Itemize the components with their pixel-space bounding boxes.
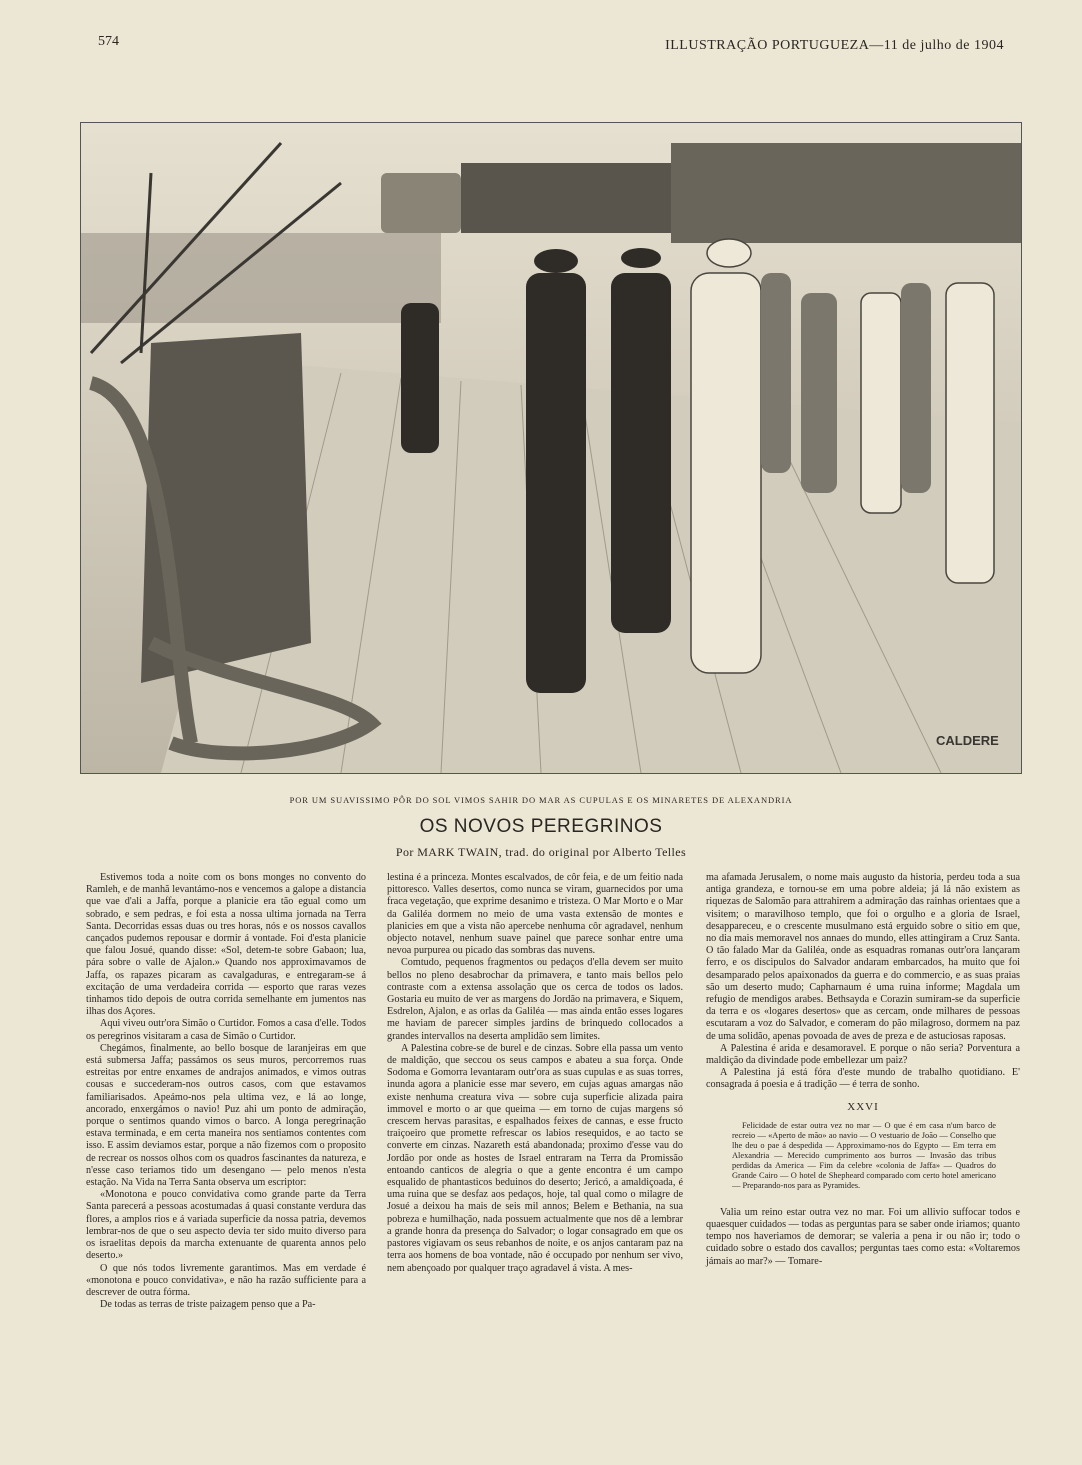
paragraph: Valia um reino estar outra vez no mar. Foi um allivio suffocar todos e quaesquer cuidados — todas as perguntas para se saber onde iriamos; quanto tempo nos haveriamos de demorar; se valeria a pena ir ou não ir; todo o cuidado sobre o estado dos cavallos; perguntas taes como esta: «Voltaremos jámais ao mar?» — Tomare- xyxy=(706,1206,1020,1267)
article-column-1 xyxy=(86,872,366,1311)
article-column-2 xyxy=(387,872,683,1275)
paragraph: Aqui viveu outr'ora Simão o Curtidor. Fomos a casa d'elle. Todos os peregrinos visitaram a casa de Simão o Curtidor. xyxy=(86,1018,366,1042)
paragraph: Comtudo, pequenos fragmentos ou pedaços d'ella devem ser muito bellos no pleno desabrochar da primavera, e tanto mais bellos pelo contraste com a extensa assolação que os cerca de todos os lados. Gostaria eu muito de ver as margens do Jordão na primavera, e Siquem, Esdrelon, Ajalon, e as orlas da Galiléa — mas ainda então esses logares me haviam de parecer simples jardins de brinquedo collocados a grandes intervallos na deserta amplidão sem limites. xyxy=(387,957,683,1042)
paragraph: Chegámos, finalmente, ao bello bosque de laranjeiras em que está submersa Jaffa; passámos os seus muros, percorremos ruas estreitas por entre enxames de andrajos animados, e vimos outras cousas e succederam-nos outros casos, com que estavamos familiarisados. Apeámo-nos pela ultima vez, e lá ao longe, ancorado, enxergámos o navio! Puz ahi um ponto de admiração, porque o sentimos quando vimos o barco. A longa peregrinação estava terminada, e em certa maneira nos sentiamos contentes com isso. E assim deviamos estar, porque a não fizemos com o proposito de recrear os nossos olhos com os quadros fascinantes da natureza, e n'esse caso teriamos tido um desengano — pelo menos n'esta estação. Na Vida na Terra Santa observa um escriptor: xyxy=(86,1042,366,1189)
paragraph: lestina é a princeza. Montes escalvados, de côr feia, e de um feitio nada pittoresco. Valles desertos, como nunca se viram, guarnecidos por uma fraca vegetação, que exprime desanimo e tristeza. O Mar Morto e o Mar da Galiléa dormem no meio de uma vasta extensão de montes e planicies em que a vista não apercebe nenhuma côr agradavel, nenhum objecto notavel, nenhum suave painel que parece sonhar entre uma nevoa purpurea ou picado das sombras das nuvens. xyxy=(387,872,683,957)
paragraph: ma afamada Jerusalem, o nome mais augusto da historia, perdeu toda a sua antiga grandeza, e tornou-se em uma pobre aldeia; já lá não existem as riquezas de Salomão para attrahirem a admiração das rainhas orientaes que a visitem; o maravilhoso templo, que foi o orgulho e a gloria de Israel, desappareceu, e o crescente musulmano está erguido sobre o sitio em que, no dia mais memoravel nos annaes do mundo, elles attingiram a Cruz Santa. O tão falado Mar da Galiléa, onde as esquadras romanas outr'ora lançaram ferro, e os discipulos do Salvador andaram embarcados, ha muito que foi desamparado pelos apaixonados da guerra e do commercio, e as suas praias são um deserto mudo; Capharnaum é uma ruina informe; Magdala um refugio de mendigos arabes. Bethsayda e Corazin sumiram-se da superficie da terra e os «logares desertos» que as cercam, onde milhares de pessoas escutaram a voz do Salvador, e comeram do pão milagroso, dormem na paz de uma solidão, apenas povoada de aves de preza e de astuciosas raposas. xyxy=(706,872,1020,1042)
illustration-caption: POR UM SUAVISSIMO PÔR DO SOL VIMOS SAHIR DO MAR AS CUPULAS E OS MINARETES DE ALEXANDRIA xyxy=(289,795,793,805)
summary-text: Felicidade de estar outra vez no mar — O que é em casa n'um barco de recreio — «Aperto de mão» ao navio — O vestuario de João — Conselho que lhe deu o pae á despedida — Approximamo-nos do Egypto — Em terra em Alexandria — Merecido cumprimento aos burros — Invasão das tribus perdidas da America — Fim da celebre «colonia de Jaffa» — Quadros do Grande Cairo — O hotel de Shepheard comparado com certo hotel americano — Preparando-nos para as Pyramides. xyxy=(732,1120,996,1190)
article-title: OS NOVOS PEREGRINOS xyxy=(419,816,663,837)
paragraph: A Palestina é arida e desamoravel. E porque o não seria? Porventura a maldição da divindade pode embellezar um paiz? xyxy=(706,1042,1020,1067)
ship-deck-drawing xyxy=(81,123,1021,773)
paragraph: Estivemos toda a noite com os bons monges no convento do Ramleh, e de manhã levantámo-nos e vencemos a galope a distancia que vae d'ali a Jaffa, porque a planicie era tão egual como um sobrado, e sem pedras, e foi esta a nossa ultima jornada na Terra Santa. Decorridas essas duas ou tres horas, nós e os nossos cavallos cançados pudemos repousar e dormir á vontade. Foi d'esta planicie que falou Josué, quando disse: «Sol, detem-te sobre Gabaon; lua, pára sobre o valle de Ajalon.» Quando nos approximavamos de Jaffa, os rapazes picaram as cavalgaduras, e entregaram-se á excitação de uma verdadeira corrida — esporto que raras vezes tinhamos tido depois de outra corrida semelhante em jumentos nas ilhas dos Açores. xyxy=(86,872,366,1018)
section-number: XXVI xyxy=(847,1100,879,1113)
paragraph: A Palestina cobre-se de burel e de cinzas. Sobre ella passa um vento de maldição, que seccou os seus campos e abateu a sua força. Onde Sodoma e Gomorra levantaram outr'ora as suas cupulas e as suas torres, inunda agora a planicie esse mar severo, em cujas aguas amargas não existe nenhuma creatura viva — sobre cuja superficie alizada paira immovel e morto o ar que queima — em torno de cujas margens só crescem hervas parasitas, e espalhados feixes de cannas, e esse fructo traiçoeiro que promette refrescar os labios resequidos, e ao tacto se converte em cinzas. Nazareth está abandonada; proximo d'esse vau do Jordão por onde as hostes de Israel entraram na Terra da Promissão entoando canticos de alegria o que a gente encontra é um campo esqualido de phantasticos beduinos do deserto; Jericó, a amaldiçoada, é uma ruina que se desfaz aos pedaços, hoje, tal qual como o milagre de Josué a deixou ha mais de seis mil annos; Belem e Bethania, na sua pobreza e humilhação, nada possuem actualmente que nos dê a lembrar a grande honra da presença do Salvador; o logar consagrado em que os pastores vigiavam os seus rebanhos de noite, e os anjos cantaram paz na terra aos homens de boa vontade, não é occupado por nenhum ser vivo, nem abençoado por qualquer traço agradavel á vista. A mes- xyxy=(387,1042,683,1274)
illustration-ship-deck xyxy=(80,122,1022,774)
paragraph: De todas as terras de triste paizagem penso que a Pa- xyxy=(100,1299,316,1311)
paragraph: A Palestina já está fóra d'este mundo de trabalho quotidiano. E' consagrada á poesia e á tradição — é terra de sonho. xyxy=(706,1067,1020,1091)
paragraph: «Monotona e pouco convidativa como grande parte da Terra Santa parecerá a pessoas acostumadas á quasi constante verdura das flores, a amplos rios e á variada superficie da nossa patria, devemos lembrar-nos de que o seu aspecto devia ter sido muito diverso para os israelitas depois da marcha extenuante de quarenta annos pelo deserto.» xyxy=(86,1189,366,1262)
article-column-3 xyxy=(706,872,1020,1268)
chapter-summary xyxy=(706,1121,1020,1191)
paragraph: O que nós todos livremente garantimos. Mas em verdade é «monotona e pouco convidativa», e não ha razão sufficiente para a descrever de outra fórma. xyxy=(86,1262,366,1298)
article-byline: Por MARK TWAIN, trad. do original por Alberto Telles xyxy=(395,845,687,859)
illustration-signature: CALDERE xyxy=(936,733,999,748)
running-head: ILLUSTRAÇÃO PORTUGUEZA—11 de julho de 1904 xyxy=(665,38,1004,53)
page-number: 574 xyxy=(98,34,119,49)
